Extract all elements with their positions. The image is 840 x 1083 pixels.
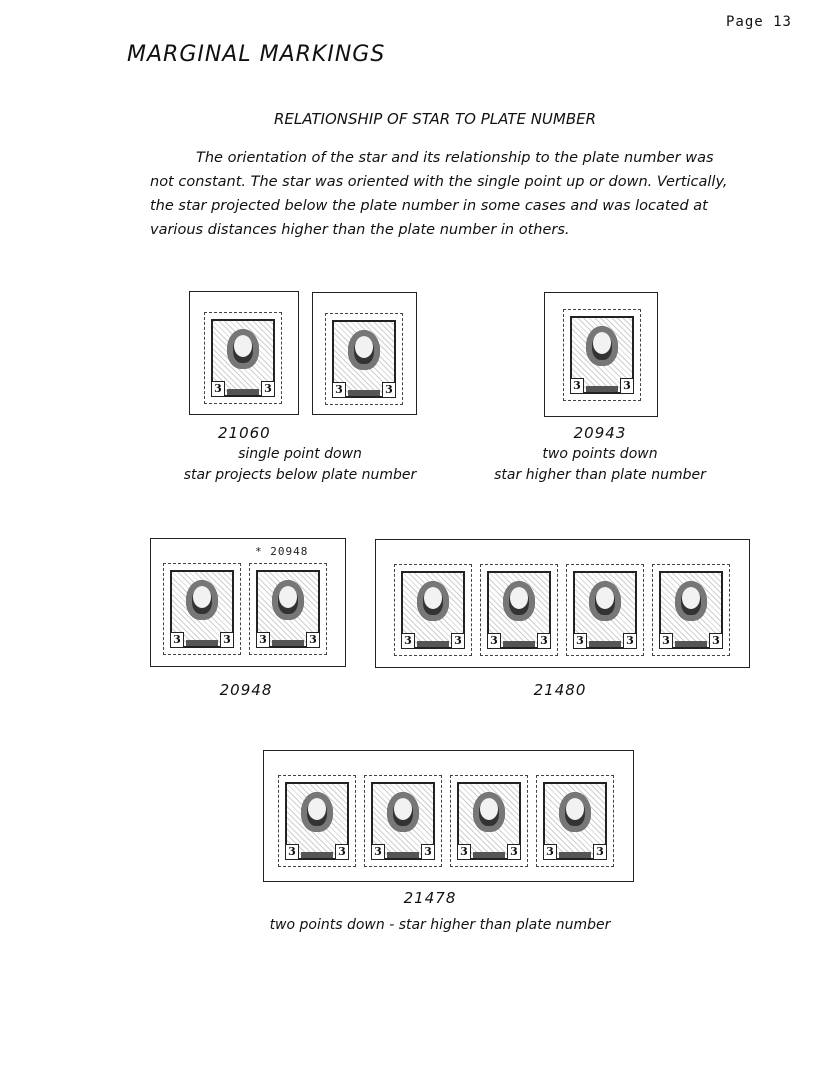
plate-number-label: 21480 <box>533 681 587 699</box>
stamp-image: 3 3 <box>394 564 472 656</box>
plate-number-label: 20948 <box>219 681 273 699</box>
caption-20943 <box>470 423 730 486</box>
caption-line: two points down <box>542 446 658 462</box>
stamp-mount-20943 <box>544 292 658 417</box>
plate-number-label: 20943 <box>573 424 627 442</box>
marginal-plate-number: * 20948 <box>255 545 309 558</box>
section-subtitle: RELATIONSHIP OF STAR TO PLATE NUMBER <box>273 110 597 128</box>
caption-line: two points down - star higher than plate number <box>269 917 611 933</box>
stamp-image: 3 3 <box>163 563 241 655</box>
caption-21060 <box>150 423 450 486</box>
stamp-image: 3 3 <box>204 312 282 404</box>
stamp-mount-21060-a <box>189 291 299 415</box>
paragraph-line-2: not constant. The star was oriented with the single point up or down. Vertically, <box>150 174 728 190</box>
stamp-strip-21478 <box>263 750 634 882</box>
caption-21480 <box>510 680 610 701</box>
stamp-image: 3 3 <box>249 563 327 655</box>
paragraph-line-4: various distances higher than the plate number in others. <box>150 222 570 238</box>
caption-21478 <box>240 888 640 936</box>
stamp-image: 3 3 <box>480 564 558 656</box>
stamp-image: 3 3 <box>652 564 730 656</box>
stamp-mount-21060-b <box>312 292 417 415</box>
plate-number-label: 21478 <box>403 889 457 907</box>
intro-paragraph <box>150 146 780 242</box>
stamp-image: 3 3 <box>563 309 641 401</box>
caption-line: star higher than plate number <box>494 467 706 483</box>
stamp-image: 3 3 <box>364 775 442 867</box>
stamp-image: 3 3 <box>450 775 528 867</box>
stamp-image: 3 3 <box>278 775 356 867</box>
stamp-strip-20948 <box>150 538 346 667</box>
page-title: MARGINAL MARKINGS <box>127 42 386 67</box>
caption-20948 <box>196 680 296 701</box>
paragraph-line-1: The orientation of the star and its relationship to the plate number was <box>196 150 714 166</box>
stamp-strip-21480 <box>375 539 750 668</box>
stamp-image: 3 3 <box>566 564 644 656</box>
page-number: Page 13 <box>725 14 792 30</box>
caption-line: star projects below plate number <box>183 467 417 483</box>
stamp-image: 3 3 <box>325 313 403 405</box>
plate-number-label: 21060 <box>218 424 271 442</box>
stamp-image: 3 3 <box>536 775 614 867</box>
paragraph-line-3: the star projected below the plate number in some cases and was located at <box>150 198 708 214</box>
caption-line: single point down <box>238 446 362 462</box>
